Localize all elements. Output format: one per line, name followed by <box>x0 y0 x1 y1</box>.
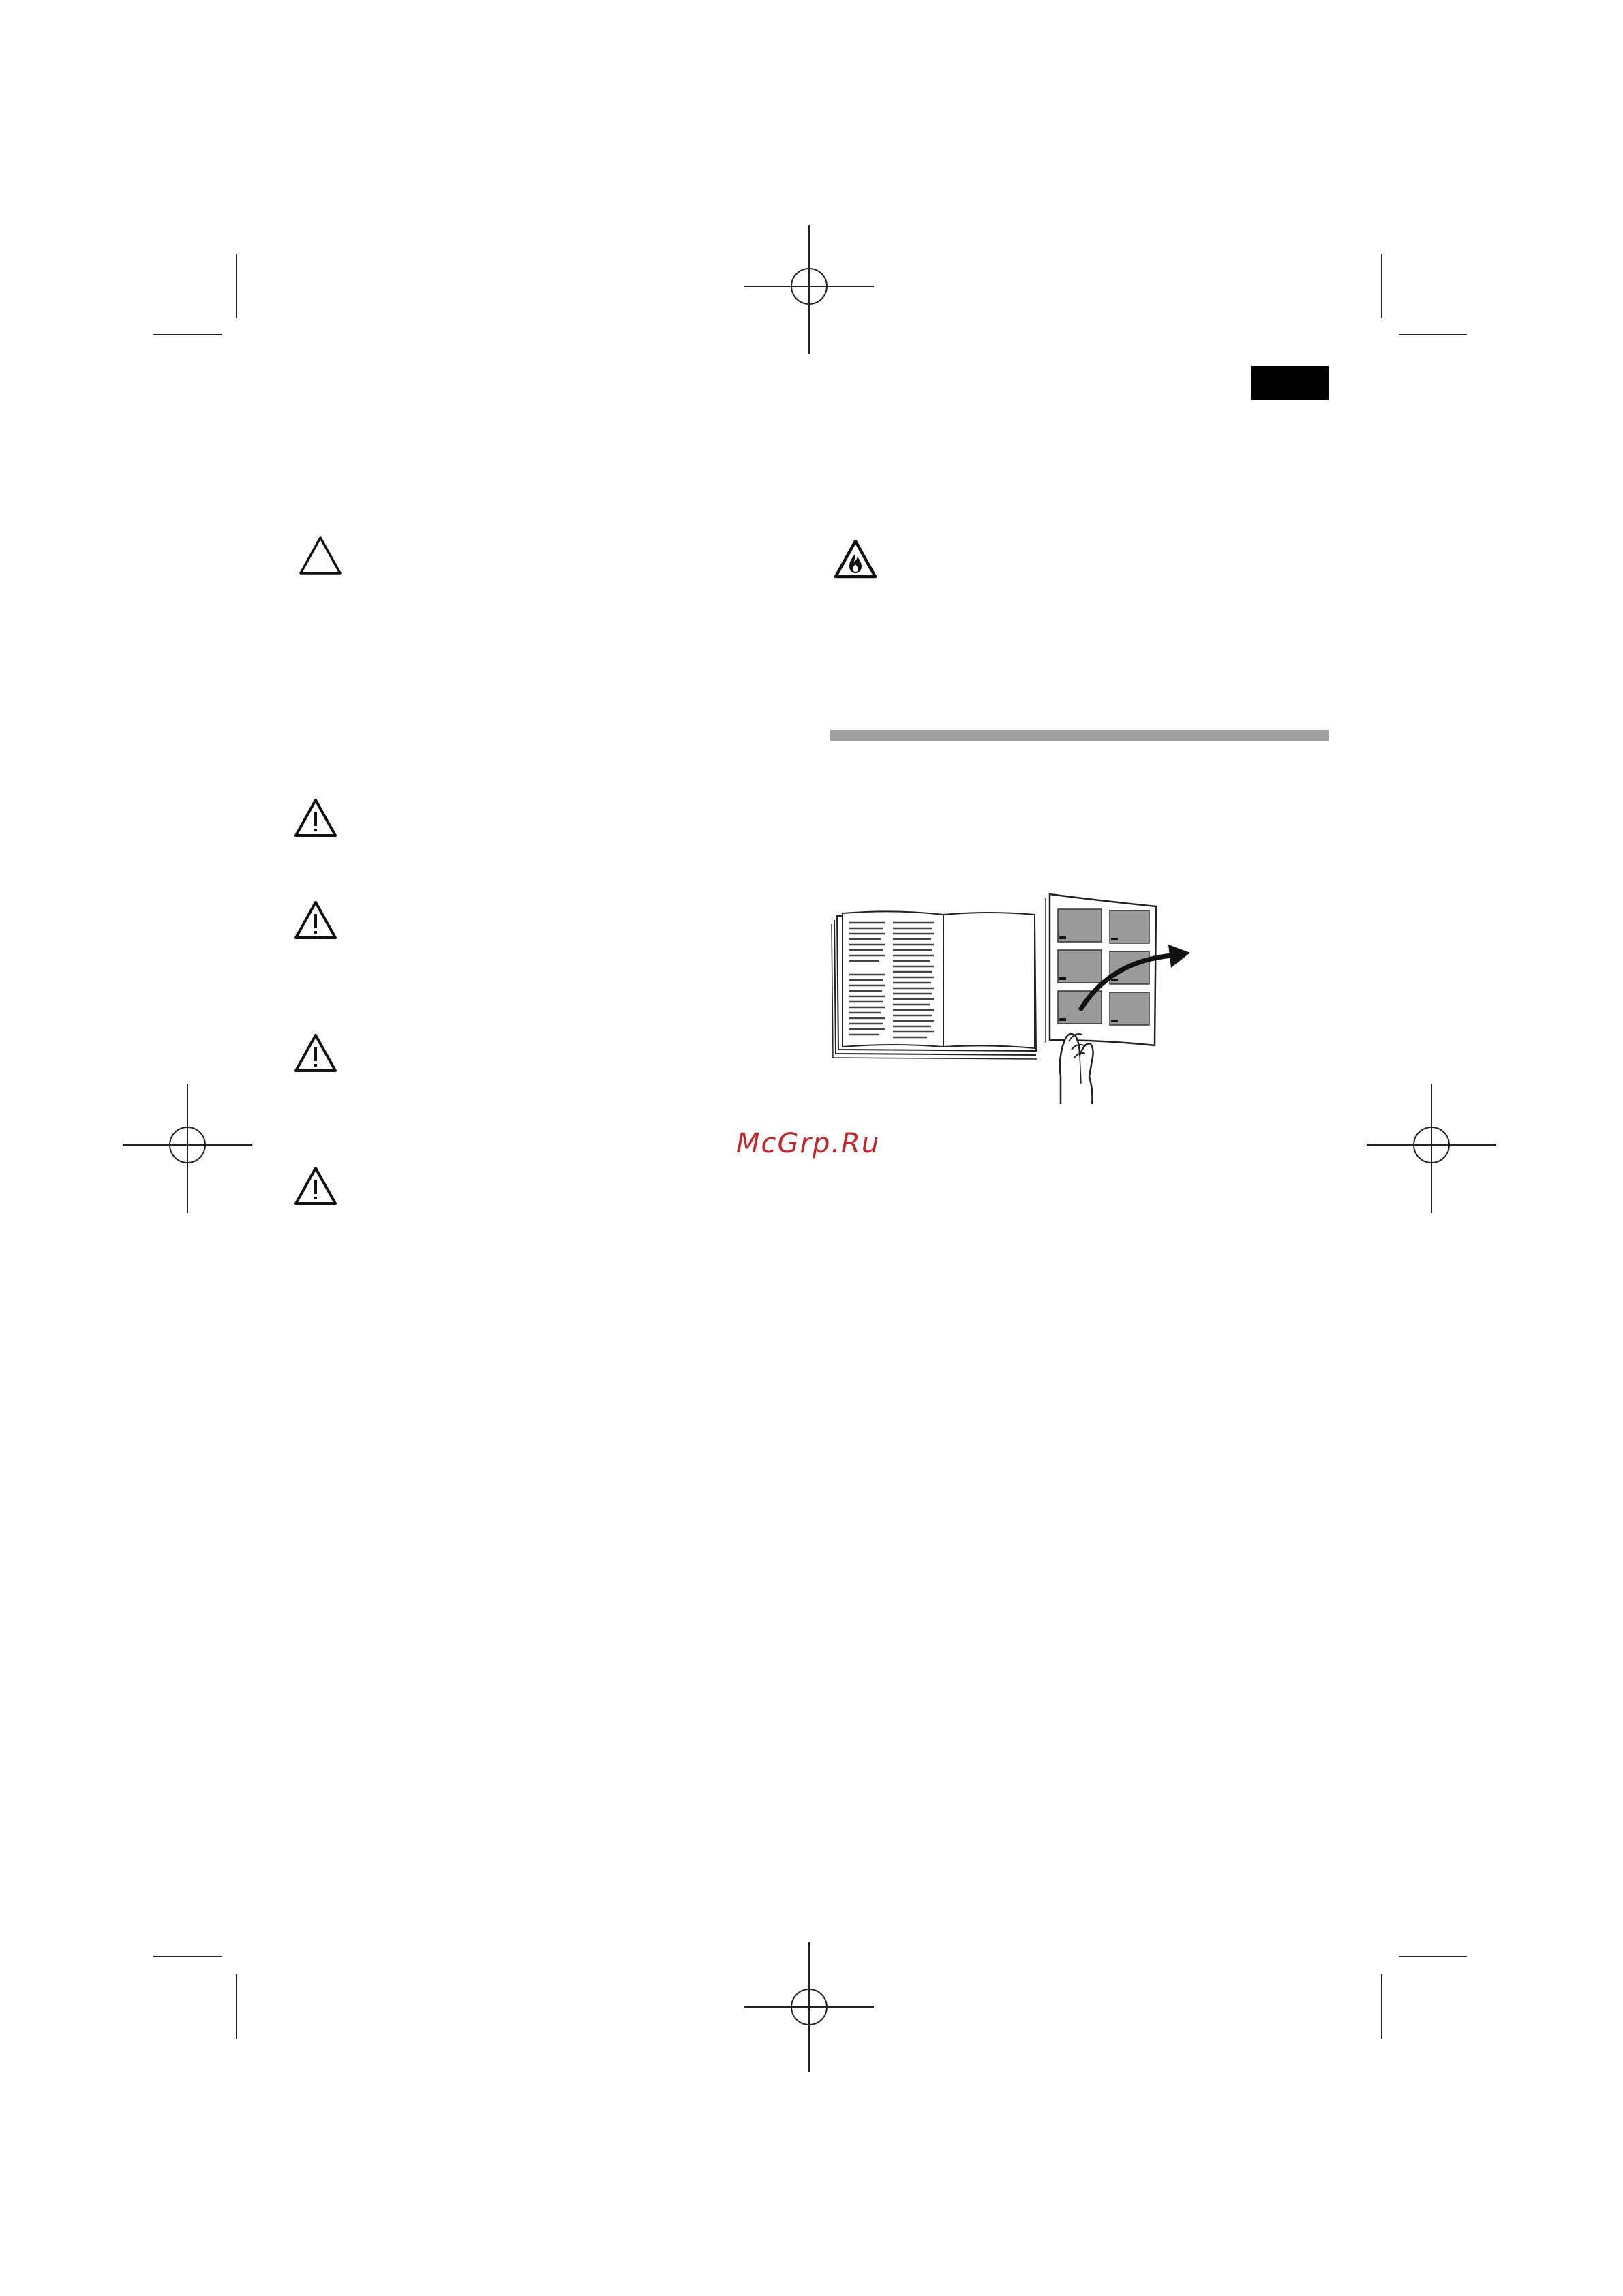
warning-triangle-outline-icon <box>298 535 343 576</box>
hand-folding-out-language-pages-icon <box>818 879 1213 1111</box>
registration-mark-icon <box>741 221 877 358</box>
crop-mark <box>1381 1974 1382 2039</box>
warning-exclamation-icon <box>293 1032 338 1073</box>
language-tab <box>1251 366 1329 400</box>
fire-warning-icon <box>833 538 878 579</box>
registration-mark-icon <box>741 1939 877 2075</box>
warning-exclamation-icon <box>293 1165 338 1206</box>
crop-mark <box>236 254 237 318</box>
registration-mark-icon <box>119 1080 256 1216</box>
crop-mark <box>236 1974 237 2039</box>
crop-mark <box>1381 254 1382 318</box>
crop-mark <box>153 334 222 335</box>
warning-exclamation-icon <box>293 797 338 838</box>
section-divider-bar <box>830 730 1329 741</box>
crop-mark <box>153 1956 222 1957</box>
warning-exclamation-icon <box>293 900 338 940</box>
crop-mark <box>1399 334 1467 335</box>
watermark: McGrp.Ru <box>736 1128 881 1159</box>
registration-mark-icon <box>1363 1080 1500 1216</box>
crop-mark <box>1399 1956 1467 1957</box>
